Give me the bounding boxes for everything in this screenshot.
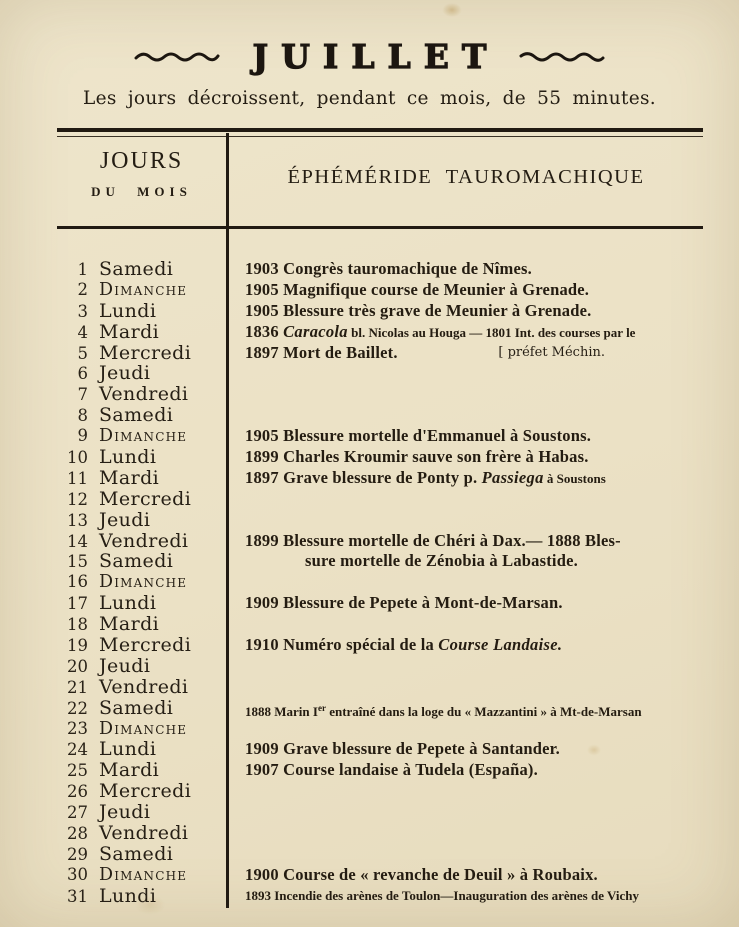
left-header-line2: DU MOIS (91, 184, 192, 199)
event-segment: 1900 Course de « revanche de Deuil » à Roubaix. (245, 864, 598, 884)
table-row (57, 322, 703, 343)
event-text (245, 426, 739, 447)
table-row (57, 677, 703, 698)
event-segment: 1899 Charles Kroumir sauve son frère à Habas. (245, 447, 589, 467)
table-row (57, 510, 703, 531)
table-row (57, 802, 703, 823)
event-segment: à Soustons (543, 470, 606, 486)
double-rule (57, 128, 703, 138)
event-segment: 1907 Course landaise à Tudela (España). (245, 760, 538, 780)
day-name: Samedi (99, 842, 174, 865)
calendar-rows (57, 259, 703, 907)
day-number: 19 (67, 636, 88, 656)
event-segment: Caracola (283, 321, 348, 341)
event-text (245, 865, 739, 886)
day-number: 8 (77, 406, 88, 426)
table-row (57, 844, 703, 865)
day-name: Lundi (99, 299, 157, 322)
event-text (245, 468, 739, 489)
table-row (57, 823, 703, 844)
table-row (57, 865, 703, 886)
day-number: 21 (67, 677, 88, 697)
table-row (57, 426, 703, 447)
table-row (57, 447, 703, 468)
day-number: 10 (67, 448, 88, 468)
table-row (57, 405, 703, 426)
day-name: Samedi (99, 404, 174, 427)
day-name: Vendredi (99, 822, 189, 845)
day-number: 27 (67, 803, 88, 823)
day-name: Vendredi (99, 529, 189, 552)
table-row (57, 739, 703, 760)
table-row (57, 635, 703, 656)
table-row (57, 656, 703, 677)
day-number: 2 (77, 279, 88, 299)
event-text (245, 447, 739, 468)
table-row (57, 572, 703, 593)
left-column-header (57, 148, 226, 200)
day-number: 30 (67, 864, 88, 884)
table-row (57, 343, 703, 364)
day-name: Samedi (99, 696, 174, 719)
day-name: Dimanche (99, 864, 188, 885)
day-number: 18 (67, 615, 88, 635)
event-text (245, 531, 739, 552)
right-column-header: ÉPHÉMÉRIDE TAUROMACHIQUE (287, 166, 645, 188)
day-name: Lundi (99, 884, 157, 907)
event-text (245, 593, 739, 614)
squiggle-ornament-left (134, 49, 220, 63)
event-text (245, 551, 739, 572)
table-row (57, 363, 703, 384)
day-number: 28 (67, 824, 88, 844)
day-name: Lundi (99, 592, 157, 615)
day-name: Mercredi (99, 634, 192, 657)
day-number: 15 (67, 552, 88, 572)
event-text (245, 635, 739, 656)
day-name: Mardi (99, 466, 160, 489)
day-name: Jeudi (99, 362, 151, 385)
table-row (57, 551, 703, 572)
table-row (57, 614, 703, 635)
event-segment: 1897 Mort de Baillet. (245, 342, 398, 362)
table-row (57, 489, 703, 510)
event-text (245, 739, 739, 760)
day-name: Vendredi (99, 675, 189, 698)
event-segment: 1836 (245, 321, 284, 341)
day-name: Dimanche (99, 572, 188, 593)
day-name: Jeudi (99, 508, 151, 531)
table-row (57, 719, 703, 740)
table-row (57, 259, 703, 280)
day-number: 22 (67, 698, 88, 718)
day-number: 5 (77, 343, 88, 363)
day-name: Dimanche (99, 279, 188, 300)
event-segment: bl. Nicolas au Houga — 1801 Int. des courses par le (347, 324, 636, 340)
day-name: Mardi (99, 759, 160, 782)
day-number: 31 (67, 886, 88, 906)
day-name: Mercredi (99, 780, 192, 803)
event-text (245, 698, 739, 719)
day-name: Samedi (99, 258, 174, 280)
event-text (245, 343, 739, 364)
rule-thick (57, 128, 703, 132)
table-row (57, 531, 703, 552)
day-number: 1 (77, 260, 88, 279)
day-number: 7 (77, 385, 88, 405)
day-number: 29 (67, 844, 88, 864)
table-row (57, 280, 703, 301)
left-header-line1: JOURS (99, 148, 184, 174)
title-row (0, 34, 739, 78)
day-number: 23 (67, 718, 88, 738)
event-segment: er (317, 702, 326, 713)
header-rule (57, 226, 703, 229)
day-number: 11 (67, 468, 88, 488)
rule-thin (57, 136, 703, 137)
event-segment: 1905 Magnifique course de Meunier à Grenade. (245, 279, 590, 299)
event-segment: 1910 Numéro spécial de la (245, 635, 439, 655)
event-segment: Passiega (481, 467, 544, 487)
event-segment: 1897 Grave blessure de Ponty p. (245, 467, 482, 487)
event-text (245, 322, 739, 343)
day-number: 12 (67, 489, 88, 509)
day-number: 20 (67, 656, 88, 676)
table-row (57, 886, 703, 907)
table-row (57, 301, 703, 322)
event-text (245, 760, 739, 781)
day-number: 26 (67, 782, 88, 802)
event-segment: sure mortelle de Zénobia à Labastide. (305, 551, 578, 571)
event-segment: 1903 Congrès tauromachique de Nîmes. (245, 259, 532, 278)
day-name: Vendredi (99, 383, 189, 406)
event-text (245, 301, 739, 322)
event-text (245, 280, 739, 301)
event-segment: 1905 Blessure très grave de Meunier à Grenade. (245, 300, 592, 320)
event-text (245, 259, 739, 280)
day-number: 13 (67, 510, 88, 530)
day-name: Mercredi (99, 487, 192, 510)
squiggle-ornament-right (519, 49, 605, 63)
day-name: Mardi (99, 613, 160, 636)
table-row (57, 593, 703, 614)
table-row (57, 698, 703, 719)
day-name: Lundi (99, 446, 157, 469)
event-segment: 1893 Incendie des arènes de Toulon—Inauguration des arènes de Vichy (245, 887, 640, 903)
day-name: Dimanche (99, 718, 188, 739)
table-row (57, 468, 703, 489)
subtitle: Les jours décroissent, pendant ce mois, de 55 minutes. (83, 88, 656, 109)
day-number: 16 (67, 572, 88, 592)
day-number: 9 (77, 426, 88, 446)
page-title: JUILLET (252, 36, 500, 76)
day-name: Mardi (99, 320, 160, 343)
event-segment: Course Landaise. (438, 635, 563, 655)
day-number: 17 (67, 594, 88, 614)
day-name: Samedi (99, 550, 174, 573)
event-continuation-note: [ préfet Méchin. (498, 344, 605, 360)
event-segment: 1909 Grave blessure de Pepete à Santander. (245, 739, 561, 759)
table-row (57, 384, 703, 405)
day-name: Dimanche (99, 426, 188, 447)
event-segment: 1909 Blessure de Pepete à Mont-de-Marsan. (245, 593, 563, 613)
event-segment: 1899 Blessure mortelle de Chéri à Dax.— 1888 Bles- (245, 530, 621, 550)
day-name: Jeudi (99, 801, 151, 824)
day-number: 14 (67, 531, 88, 551)
event-segment: 1905 Blessure mortelle d'Emmanuel à Soustons. (245, 426, 592, 446)
event-segment: entraîné dans la loge du « Mazzantini » à Mt-de-Marsan (325, 703, 642, 719)
day-number: 3 (77, 301, 88, 321)
day-number: 25 (67, 761, 88, 781)
day-number: 24 (67, 740, 88, 760)
day-number: 6 (77, 364, 88, 384)
day-name: Mercredi (99, 341, 192, 364)
event-segment: 1888 Marin I (245, 703, 318, 719)
day-name: Jeudi (99, 654, 151, 677)
table-row (57, 760, 703, 781)
event-text (245, 886, 739, 907)
day-number: 4 (77, 322, 88, 342)
table-row (57, 781, 703, 802)
day-name: Lundi (99, 738, 157, 761)
